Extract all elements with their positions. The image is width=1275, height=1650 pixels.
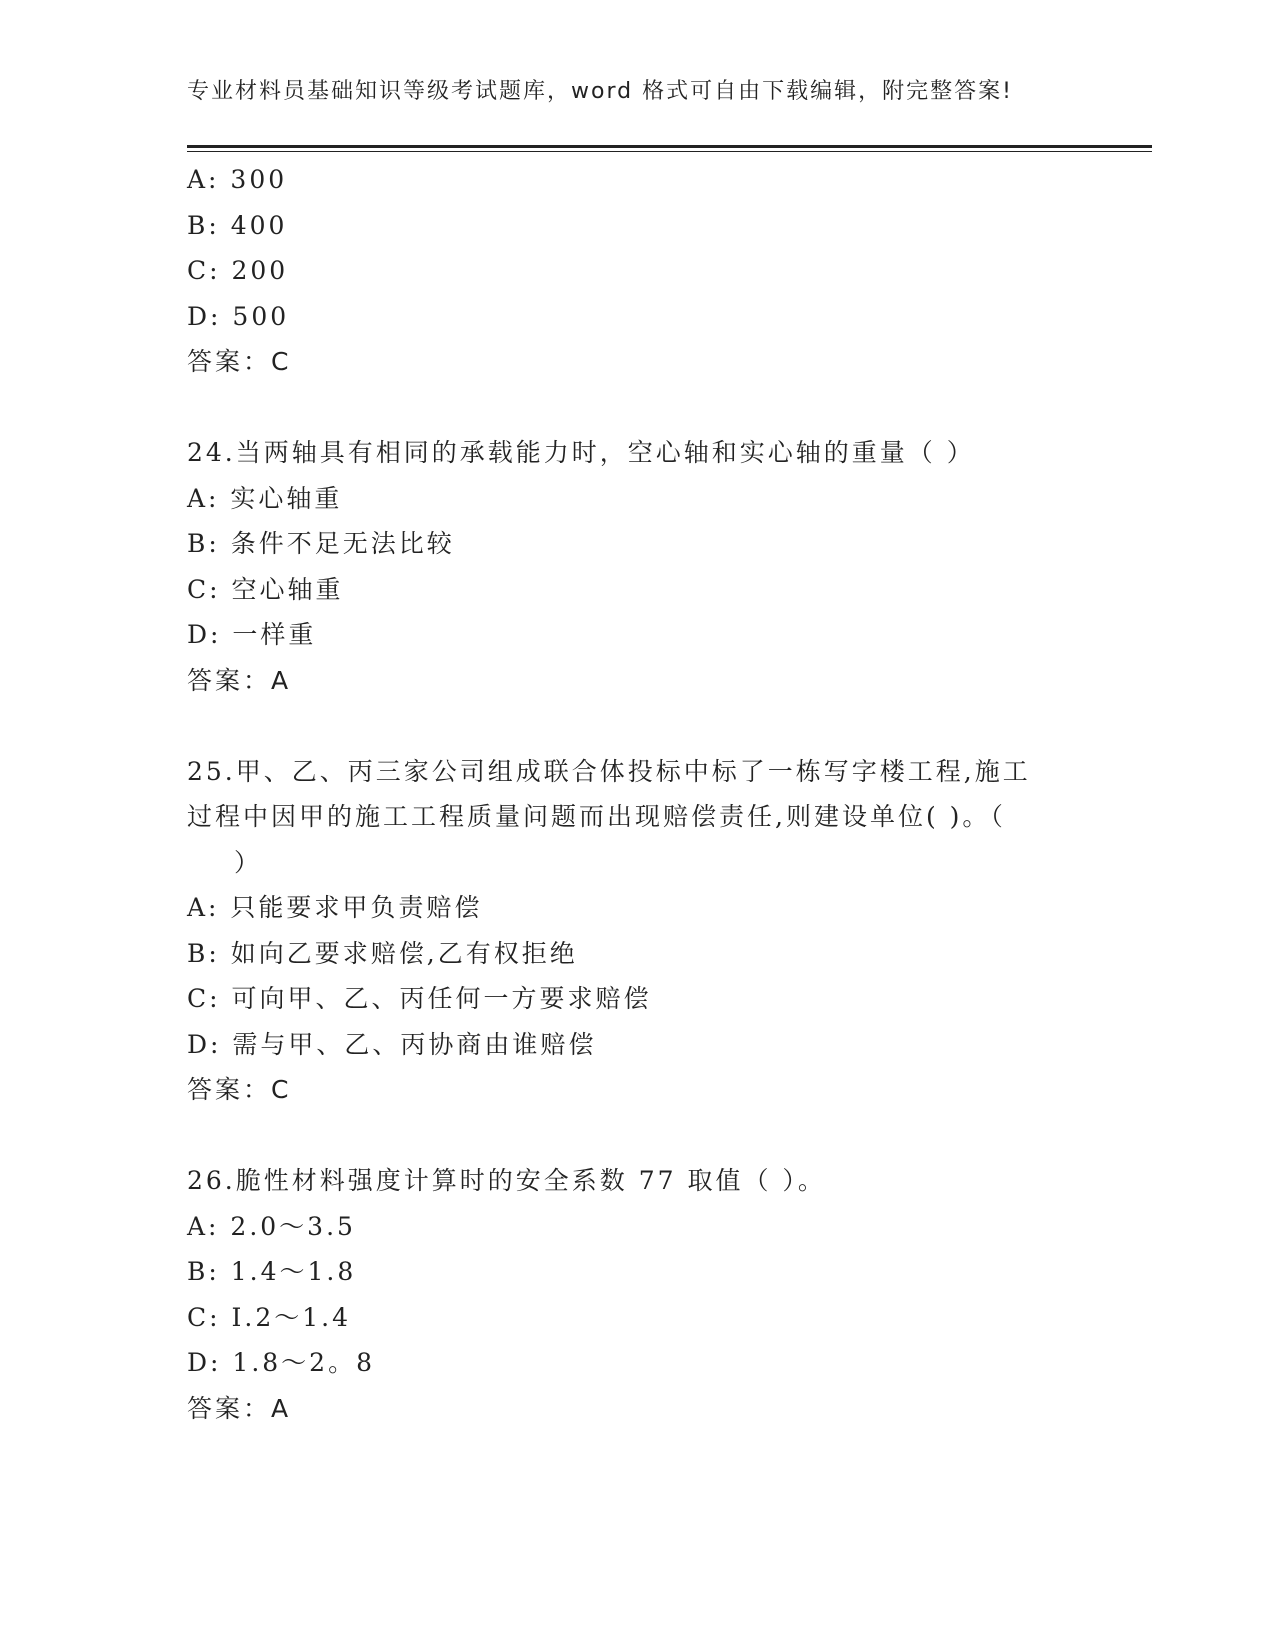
option-c: C: 空心轴重 [187, 574, 344, 604]
option-d: D: 1.8～2。8 [187, 1348, 375, 1377]
option-b: B: 400 [187, 210, 288, 240]
answer: 答案：C [187, 1075, 292, 1104]
option-c: C: I.2～1.4 [187, 1302, 351, 1332]
page-header: 专业材料员基础知识等级考试题库，word 格式可自由下载编辑，附完整答案! [187, 79, 1013, 104]
answer: 答案：C [187, 347, 292, 376]
question-stem-line-2: 过程中因甲的施工工程质量问题而出现赔偿责任,则建设单位( )。（ [187, 802, 1006, 831]
question-stem: 24.当两轴具有相同的承载能力时，空心轴和实心轴的重量（ ） [187, 438, 975, 467]
option-a: A: 实心轴重 [187, 483, 343, 513]
question-24 [187, 430, 1067, 703]
question-stem-line-3: ） [234, 847, 263, 877]
answer: 答案：A [187, 1393, 292, 1423]
header-rule-thin [187, 151, 1152, 152]
option-b: B: 1.4～1.8 [187, 1257, 357, 1286]
option-a: A: 300 [187, 165, 288, 194]
option-a: A: 2.0～3.5 [187, 1211, 356, 1241]
spacer [187, 1113, 1067, 1159]
option-b: B: 条件不足无法比较 [187, 529, 455, 558]
option-d: D: 需与甲、乙、丙协商由谁赔偿 [187, 1029, 597, 1059]
option-a: A: 只能要求甲负责赔偿 [187, 893, 483, 922]
answer: 答案：A [187, 665, 292, 695]
question-stem: 26.脆性材料强度计算时的安全系数 77 取值（ ）。 [187, 1166, 826, 1195]
question-26 [187, 1158, 1067, 1431]
question-list [187, 157, 1067, 1431]
option-d: D: 一样重 [187, 620, 317, 649]
spacer [187, 385, 1067, 431]
option-b: B: 如向乙要求赔偿,乙有权拒绝 [187, 938, 578, 968]
option-d: D: 500 [187, 301, 290, 331]
question-stem-line-1: 25.甲、乙、丙三家公司组成联合体投标中标了一栋写字楼工程,施工 [187, 756, 1031, 786]
option-c: C: 可向甲、乙、丙任何一方要求赔偿 [187, 984, 652, 1013]
question-25 [187, 749, 1067, 1113]
question-23 [187, 157, 1067, 385]
header-rule-thick [187, 145, 1152, 148]
spacer [187, 703, 1067, 749]
option-c: C: 200 [187, 256, 289, 285]
